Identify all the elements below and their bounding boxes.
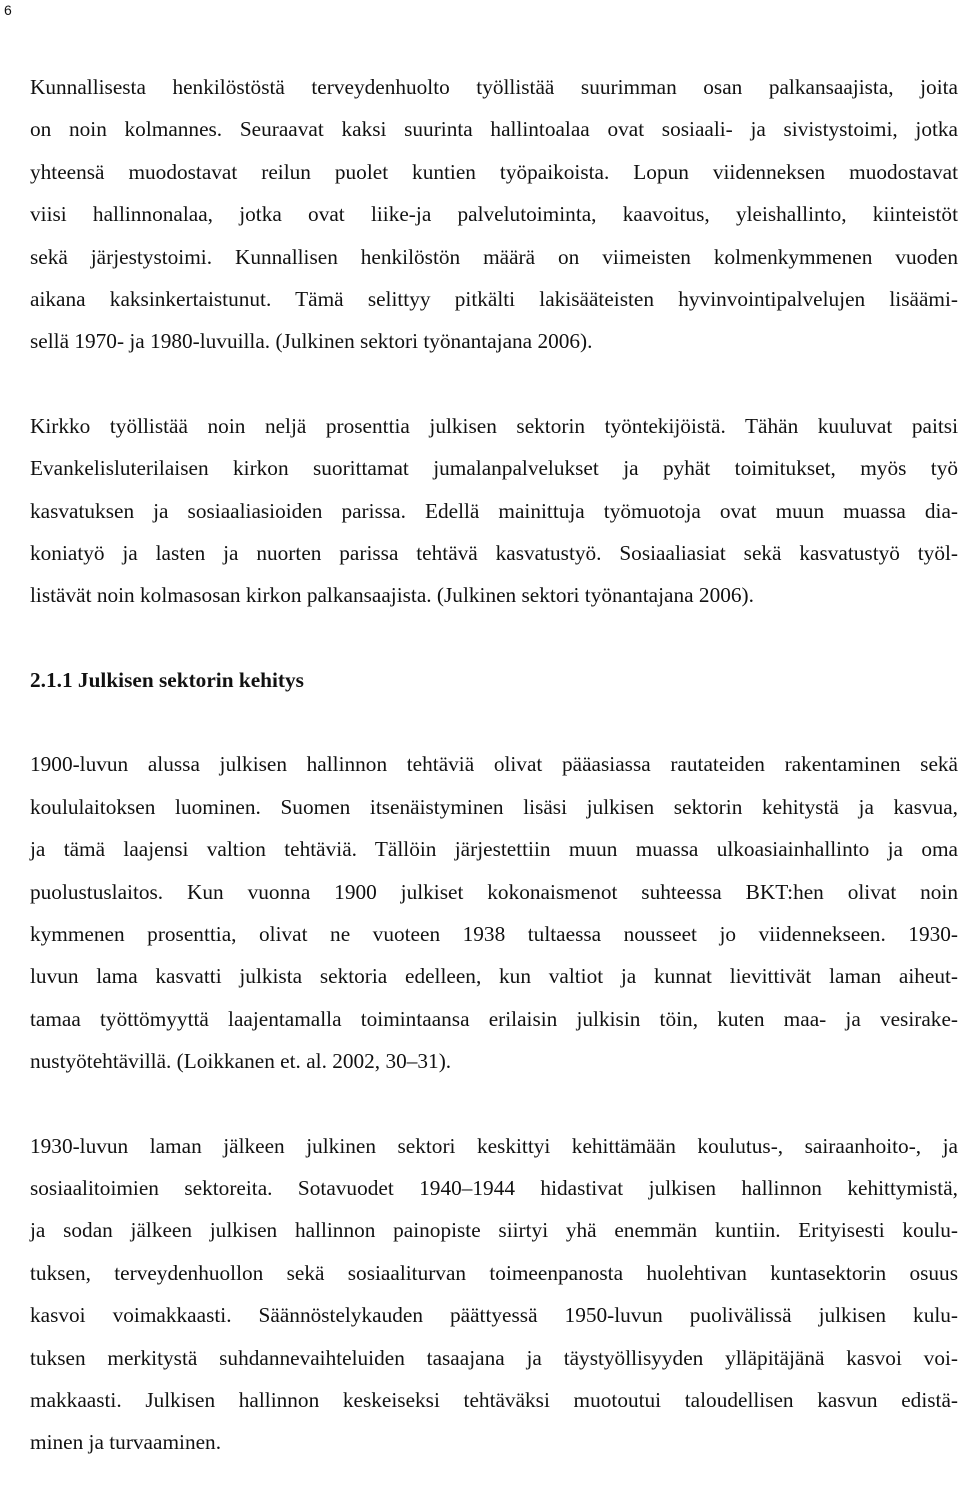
paragraph-post-1930s	[30, 1125, 958, 1464]
text-line: makkaasti. Julkisen hallinnon keskeiseksi tehtäväksi muotoutui taloudellisen kasvun edistä-	[30, 1387, 958, 1412]
paragraph-early-1900s	[30, 743, 958, 1082]
text-line: kymmenen prosenttia, olivat ne vuoteen 1938 tultaessa nousseet jo viidennekseen. 1930-	[30, 921, 958, 946]
section-heading: 2.1.1 Julkisen sektorin kehitys	[30, 667, 304, 692]
text-line: luvun lama kasvatti julkista sektoria edelleen, kun valtiot ja kunnat lievittivät laman aiheut-	[30, 964, 958, 989]
text-line: nustyötehtävillä. (Loikkanen et. al. 2002, 30–31).	[30, 1049, 452, 1074]
document-body	[30, 66, 958, 1506]
text-line: yhteensä muodostavat reilun puolet kuntien työpaikoista. Lopun viidenneksen muodostavat	[30, 159, 958, 184]
text-line: kasvoi voimakkaasti. Säännöstelykauden päättyessä 1950-luvun puolivälissä julkisen kulu-	[30, 1303, 958, 1328]
text-line: kasvatuksen ja sosiaaliasioiden parissa. Edellä mainittuja työmuotoja ovat muun muassa dia-	[30, 498, 958, 523]
paragraph-church-employment	[30, 405, 958, 617]
text-line: tuksen merkitystä suhdannevaihteluiden tasaajana ja täystyöllisyyden ylläpitäjänä kasvoi voi-	[30, 1345, 958, 1370]
text-line: koululaitoksen luominen. Suomen itsenäistyminen lisäsi julkisen sektorin kehitystä ja kasvua,	[30, 794, 958, 819]
page-number: 6	[4, 2, 12, 18]
text-line: tamaa työttömyyttä laajentamalla toimintaansa erilaisin julkisin töin, kuten maa- ja vesirake-	[30, 1006, 958, 1031]
text-line: 1900-luvun alussa julkisen hallinnon tehtäviä olivat pääasiassa rautateiden rakentaminen sekä	[30, 752, 958, 777]
text-line: listävät noin kolmasosan kirkon palkansaajista. (Julkinen sektori työnantajana 2006).	[30, 583, 754, 608]
text-line: ja sodan jälkeen julkisen hallinnon painopiste siirtyi yhä enemmän kuntiin. Erityisesti koulu-	[30, 1218, 958, 1243]
text-line: Evankelisluterilaisen kirkon suorittamat jumalanpalvelukset ja pyhät toimitukset, myös työ	[30, 456, 958, 481]
text-line: Kunnallisesta henkilöstöstä terveydenhuolto työllistää suurimman osan palkansaajista, joita	[30, 75, 958, 99]
paragraph-municipal-staff	[30, 66, 958, 363]
text-line: minen ja turvaaminen.	[30, 1430, 222, 1455]
text-line: aikana kaksinkertaistunut. Tämä selittyy pitkälti lakisääteisten hyvinvointipalvelujen lisäämi-	[30, 287, 958, 312]
text-line: sekä järjestystoimi. Kunnallisen henkilöstön määrä on viimeisten kolmenkymmenen vuoden	[30, 244, 958, 269]
text-line: koniatyö ja lasten ja nuorten parissa tehtävä kasvatustyö. Sosiaaliasiat sekä kasvatustyö työl-	[30, 541, 958, 566]
text-line: Kirkko työllistää noin neljä prosenttia julkisen sektorin työntekijöistä. Tähän kuuluvat paitsi	[30, 413, 958, 438]
text-line: viisi hallinnonalaa, jotka ovat liike-ja palvelutoiminta, kaavoitus, yleishallinto, kiinteistöt	[30, 202, 958, 227]
text-line: on noin kolmannes. Seuraavat kaksi suurinta hallintoalaa ovat sosiaali- ja sivistystoimi, jotka	[30, 117, 958, 142]
text-line: sosiaalitoimien sektoreita. Sotavuodet 1940–1944 hidastivat julkisen hallinnon kehittymistä,	[30, 1175, 958, 1200]
text-line: 1930-luvun laman jälkeen julkinen sektori keskittyi kehittämään koulutus-, sairaanhoito-, ja	[30, 1133, 958, 1158]
text-line: sellä 1970- ja 1980-luvuilla. (Julkinen sektori työnantajana 2006).	[30, 329, 593, 354]
text-line: puolustuslaitos. Kun vuonna 1900 julkiset kokonaismenot suhteessa BKT:hen olivat noin	[30, 879, 958, 904]
text-line: tuksen, terveydenhuollon sekä sosiaaliturvan toimeenpanosta huolehtivan kuntasektorin osuus	[30, 1260, 958, 1285]
text-line: ja tämä laajensi valtion tehtäviä. Tällöin järjestettiin muun muassa ulkoasiainhallinto ja oma	[30, 837, 958, 862]
